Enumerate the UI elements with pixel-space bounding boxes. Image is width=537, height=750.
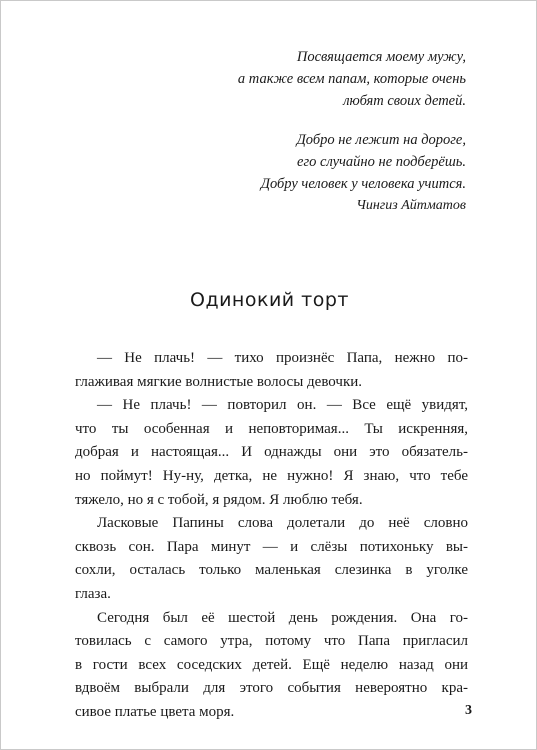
paragraph [75, 512, 468, 606]
text-line: что ты особенная и неповторимая... Ты искренняя, [75, 420, 468, 437]
chapter-body [75, 347, 468, 725]
epigraph-line: любят своих детей. [343, 93, 466, 109]
quote-line: Добру человек у человека учится. [260, 176, 466, 192]
text-line: — Не плачь! — повторил он. — Все ещё увидят, [97, 397, 468, 414]
text-line: вдвоём выбрали для этого события невероятно кра- [75, 680, 468, 697]
text-line: но поймут! Ну-ну, детка, не нужно! Я знаю, что тебе [75, 467, 468, 484]
quote-author: Чингиз Айтматов [356, 198, 466, 213]
text-line: в гости всех соседских детей. Ещё неделю назад они [75, 656, 468, 673]
text-line: добрая и настоящая... И однажды они это обязатель- [75, 444, 468, 461]
page-number: 3 [465, 703, 472, 718]
quote-epigraph [166, 129, 466, 217]
text-line: сохли, осталась только маленькая слезинка в уголке [75, 562, 468, 579]
epigraph-line: Посвящается моему мужу, [296, 49, 466, 65]
text-line: товилась с самого утра, потому что Папа пригласил [75, 633, 468, 650]
chapter-title: Одинокий торт [189, 289, 350, 311]
text-line: Сегодня был её шестой день рождения. Она го- [97, 609, 468, 626]
paragraph [75, 347, 468, 394]
text-line: тяжело, но я с тобой, я рядом. Я люблю тебя. [75, 491, 363, 508]
text-line: Ласковые Папины слова долетали до неё словно [97, 515, 468, 532]
quote-line: его случайно не подберёшь. [297, 154, 466, 170]
dedication [166, 46, 466, 234]
text-line: — Не плачь! — тихо произнёс Папа, нежно по- [97, 350, 468, 366]
text-line: глаза. [75, 585, 111, 602]
paragraph [75, 607, 468, 725]
text-line: глаживая мягкие волнистые волосы девочки. [75, 373, 363, 390]
quote-line: Добро не лежит на дороге, [296, 132, 466, 148]
text-line: сивое платье цвета моря. [75, 703, 235, 720]
dedication-epigraph [166, 46, 466, 112]
epigraph-line: а также всем папам, которые очень [237, 71, 466, 87]
text-line: сквозь сон. Пара минут — и слёзы потихоньку вы- [75, 538, 468, 555]
paragraph [75, 394, 468, 512]
